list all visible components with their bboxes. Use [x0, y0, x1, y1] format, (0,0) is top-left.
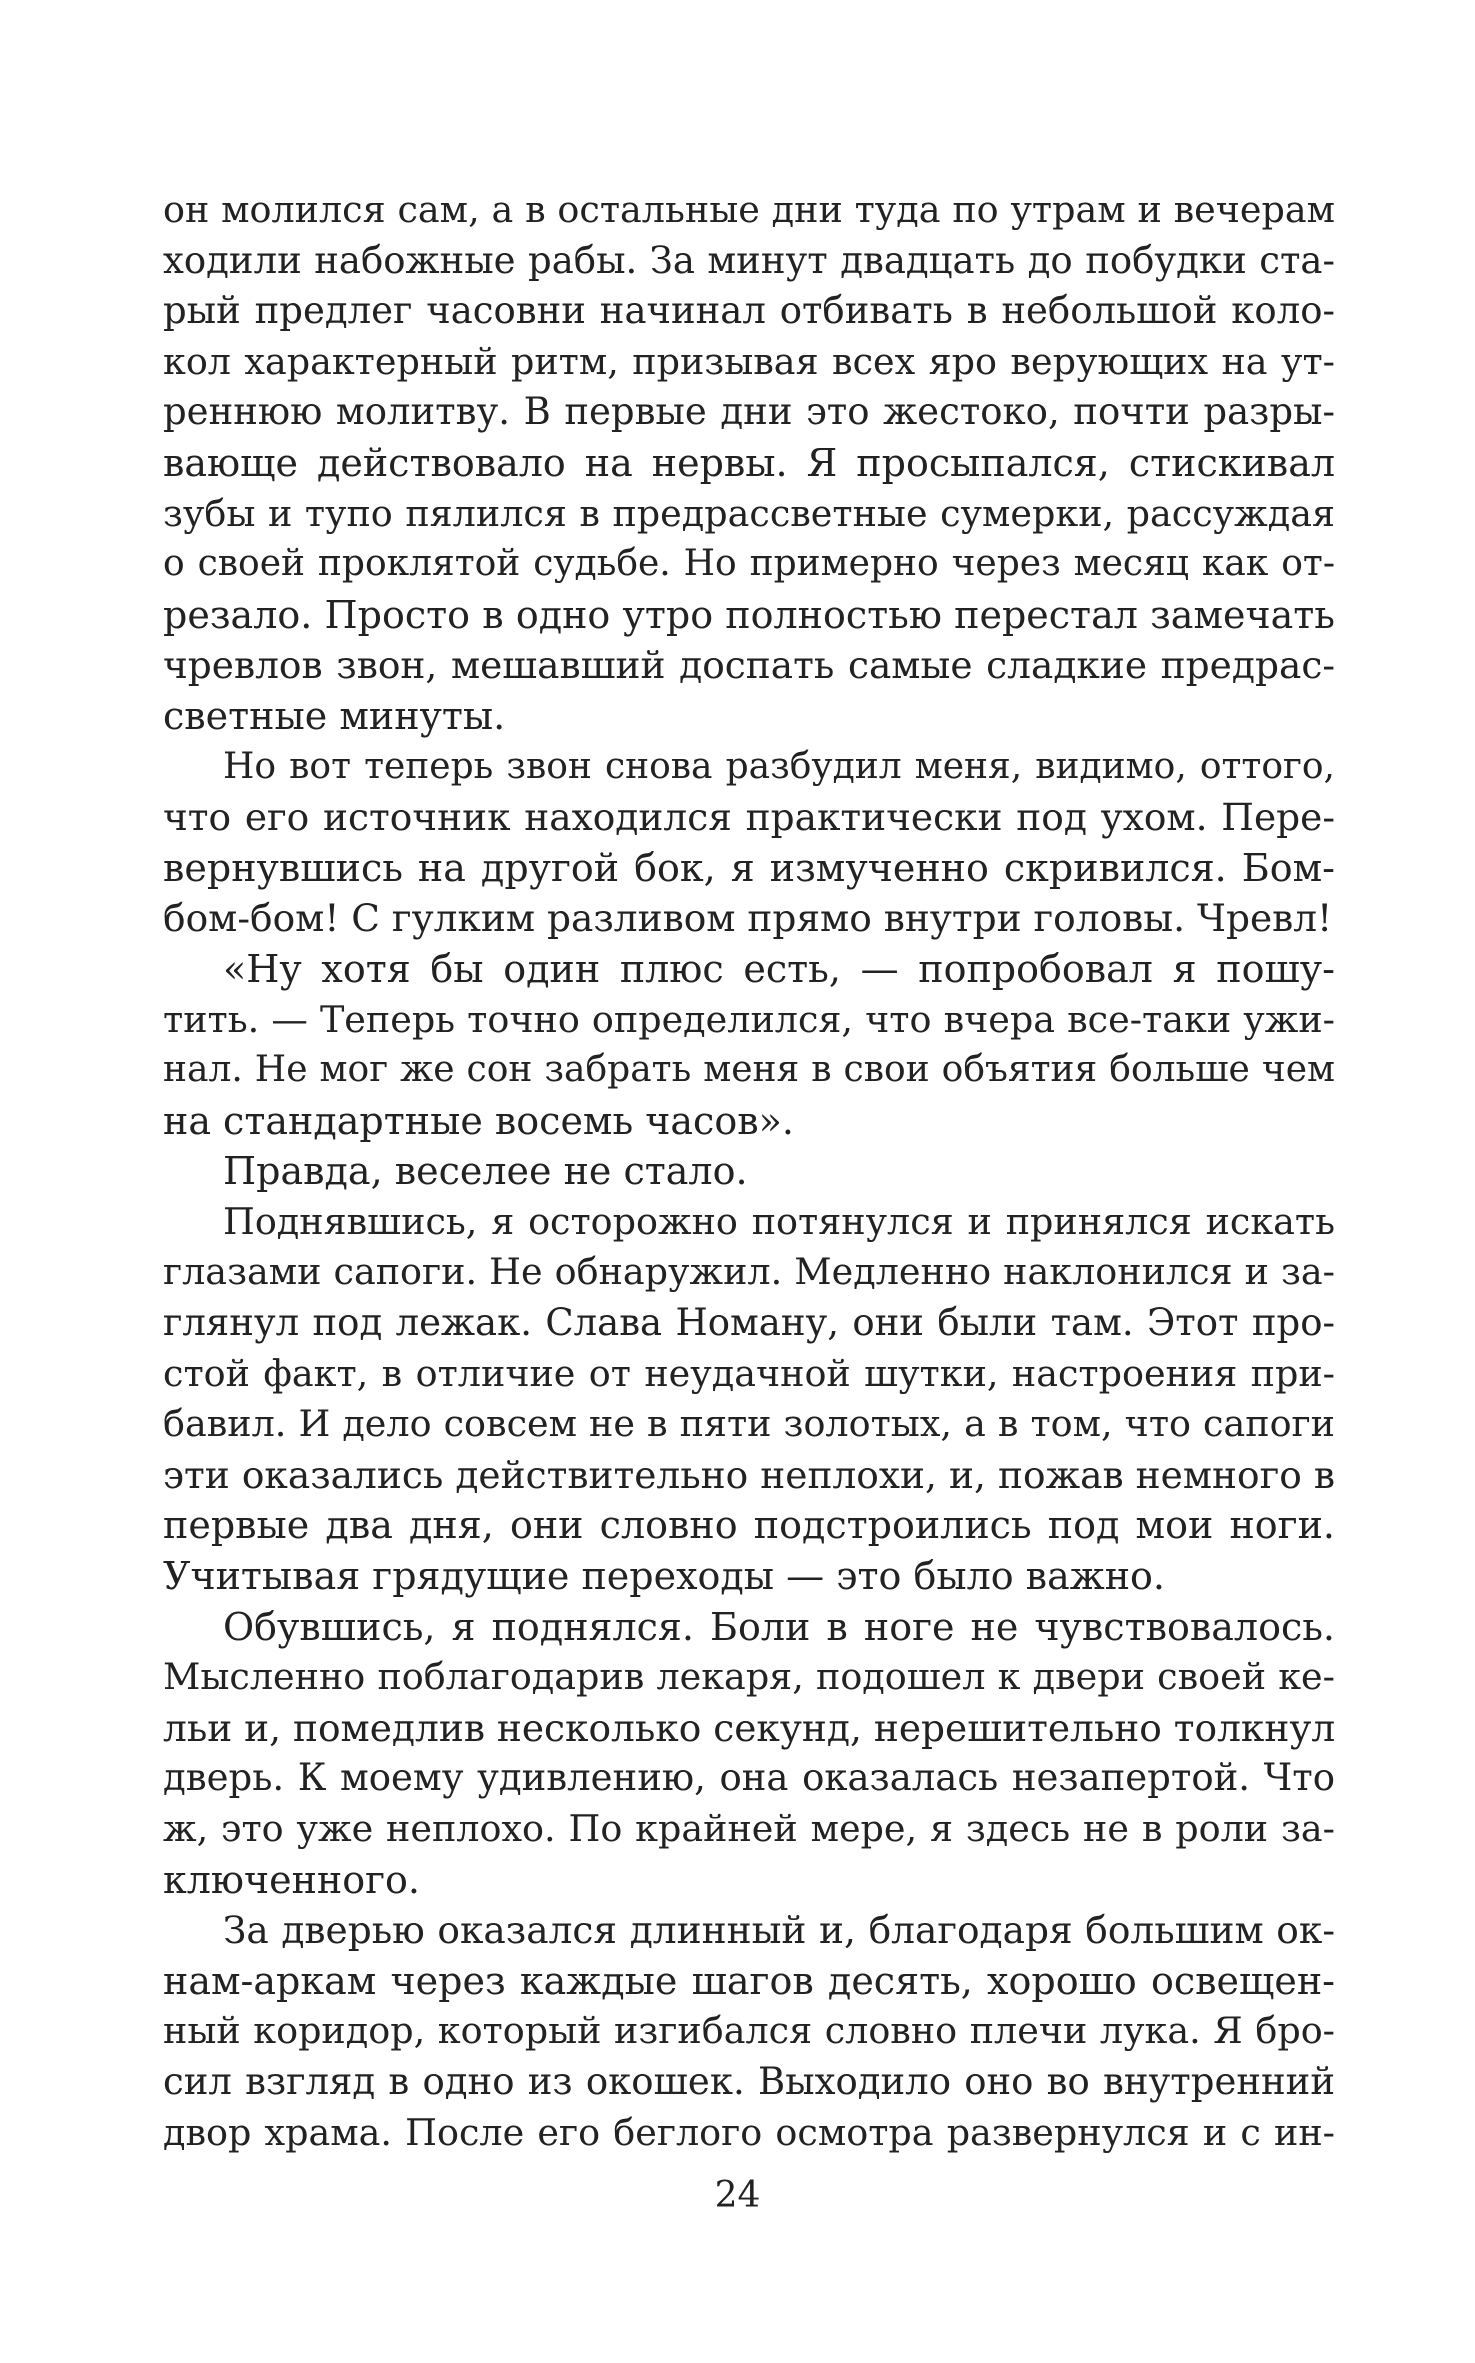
text-line: вающе действовало на нервы. Я просыпался, стискивал — [163, 440, 1335, 485]
text-line: бавил. И дело совсем не в пяти золотых, а в том, что сапоги — [163, 1402, 1335, 1446]
text-line: ж, это уже неплохо. По крайней мере, я здесь не в роли за- — [163, 1807, 1335, 1850]
text-line: «Ну хотя бы один плюс есть, — попробовал я пошу- — [223, 946, 1335, 991]
text-line: он молился сам, а в остальные дни туда по утрам и вечерам — [163, 188, 1335, 231]
text-line: Учитывая грядущие переходы — это было важно. — [163, 1554, 1165, 1599]
text-line: светные минуты. — [163, 693, 506, 738]
text-line: двор храма. После его беглого осмотра развернулся и с ин- — [163, 2110, 1335, 2154]
text-line: ключенного. — [163, 1857, 420, 1902]
text-line: За дверью оказался длинный и, благодаря большим ок- — [223, 1908, 1335, 1953]
text-line: льи и, помедлив несколько секунд, нерешительно толкнул — [163, 1705, 1336, 1750]
text-line: сил взгляд в одно из окошек. Выходило оно во внутренний — [163, 2059, 1335, 2103]
text-line: тить. — Теперь точно определился, что вчера все-таки ужи- — [163, 997, 1335, 1041]
text-line: стой факт, в отличие от неудачной шутки, настроения при- — [163, 1351, 1335, 1395]
page-number: 24 — [714, 2175, 761, 2216]
text-line: что его источник находился практически под ухом. Пере- — [163, 795, 1335, 840]
text-line: вернувшись на другой бок, я измученно скривился. Бом- — [163, 845, 1335, 890]
text-line: реннюю молитву. В первые дни это жестоко, почти разры- — [163, 390, 1335, 434]
text-line: Обувшись, я поднялся. Боли в ноге не чувствовалось. — [223, 1604, 1335, 1649]
text-line: первые два дня, они словно подстроились под мои ноги. — [163, 1503, 1335, 1548]
page-text — [163, 185, 1335, 2158]
text-line: резало. Просто в одно утро полностью перестал замечать — [163, 592, 1335, 637]
text-line: Мысленно поблагодарив лекаря, подошел к двери своей ке- — [163, 1655, 1335, 1699]
text-line: ходили набожные рабы. За минут двадцать до побудки ста- — [163, 238, 1335, 282]
text-line: зубы и тупо пялился в предрассветные сумерки, рассуждая — [163, 491, 1335, 535]
text-line: Поднявшись, я осторожно потянулся и принялся искать — [223, 1199, 1335, 1243]
text-line: глазами сапоги. Не обнаружил. Медленно наклонился и за- — [163, 1250, 1335, 1294]
text-line: бом-бом! С гулким разливом прямо внутри головы. Чревл! — [163, 896, 1333, 941]
text-line: нал. Не мог же сон забрать меня в свои объятия больше чем — [163, 1049, 1335, 1091]
text-line: рый предлег часовни начинал отбивать в небольшой коло- — [163, 289, 1335, 333]
text-line: нам-аркам через каждые шагов десять, хорошо освещен- — [163, 1958, 1335, 2003]
text-line: глянул под лежак. Слава Номану, они были там. Этот про- — [163, 1301, 1335, 1345]
text-line: ный коридор, который изгибался словно плечи лука. Я бро- — [163, 2009, 1335, 2053]
text-line: Но вот теперь звон снова разбудил меня, видимо, оттого, — [223, 745, 1335, 787]
text-line: на стандартные восемь часов». — [163, 1098, 794, 1143]
text-line: чревлов звон, мешавший доспать самые сладкие предрас- — [163, 643, 1335, 688]
text-line: Правда, веселее не стало. — [223, 1149, 748, 1194]
text-line: дверь. К моему удивлению, она оказалась незапертой. Что — [163, 1756, 1335, 1800]
text-line: эти оказались действительно неплохи, и, пожав немного в — [163, 1452, 1335, 1497]
text-line: о своей проклятой судьбе. Но примерно через месяц как от- — [163, 543, 1335, 585]
text-line: кол характерный ритм, призывая всех яро верующих на ут- — [163, 339, 1335, 383]
